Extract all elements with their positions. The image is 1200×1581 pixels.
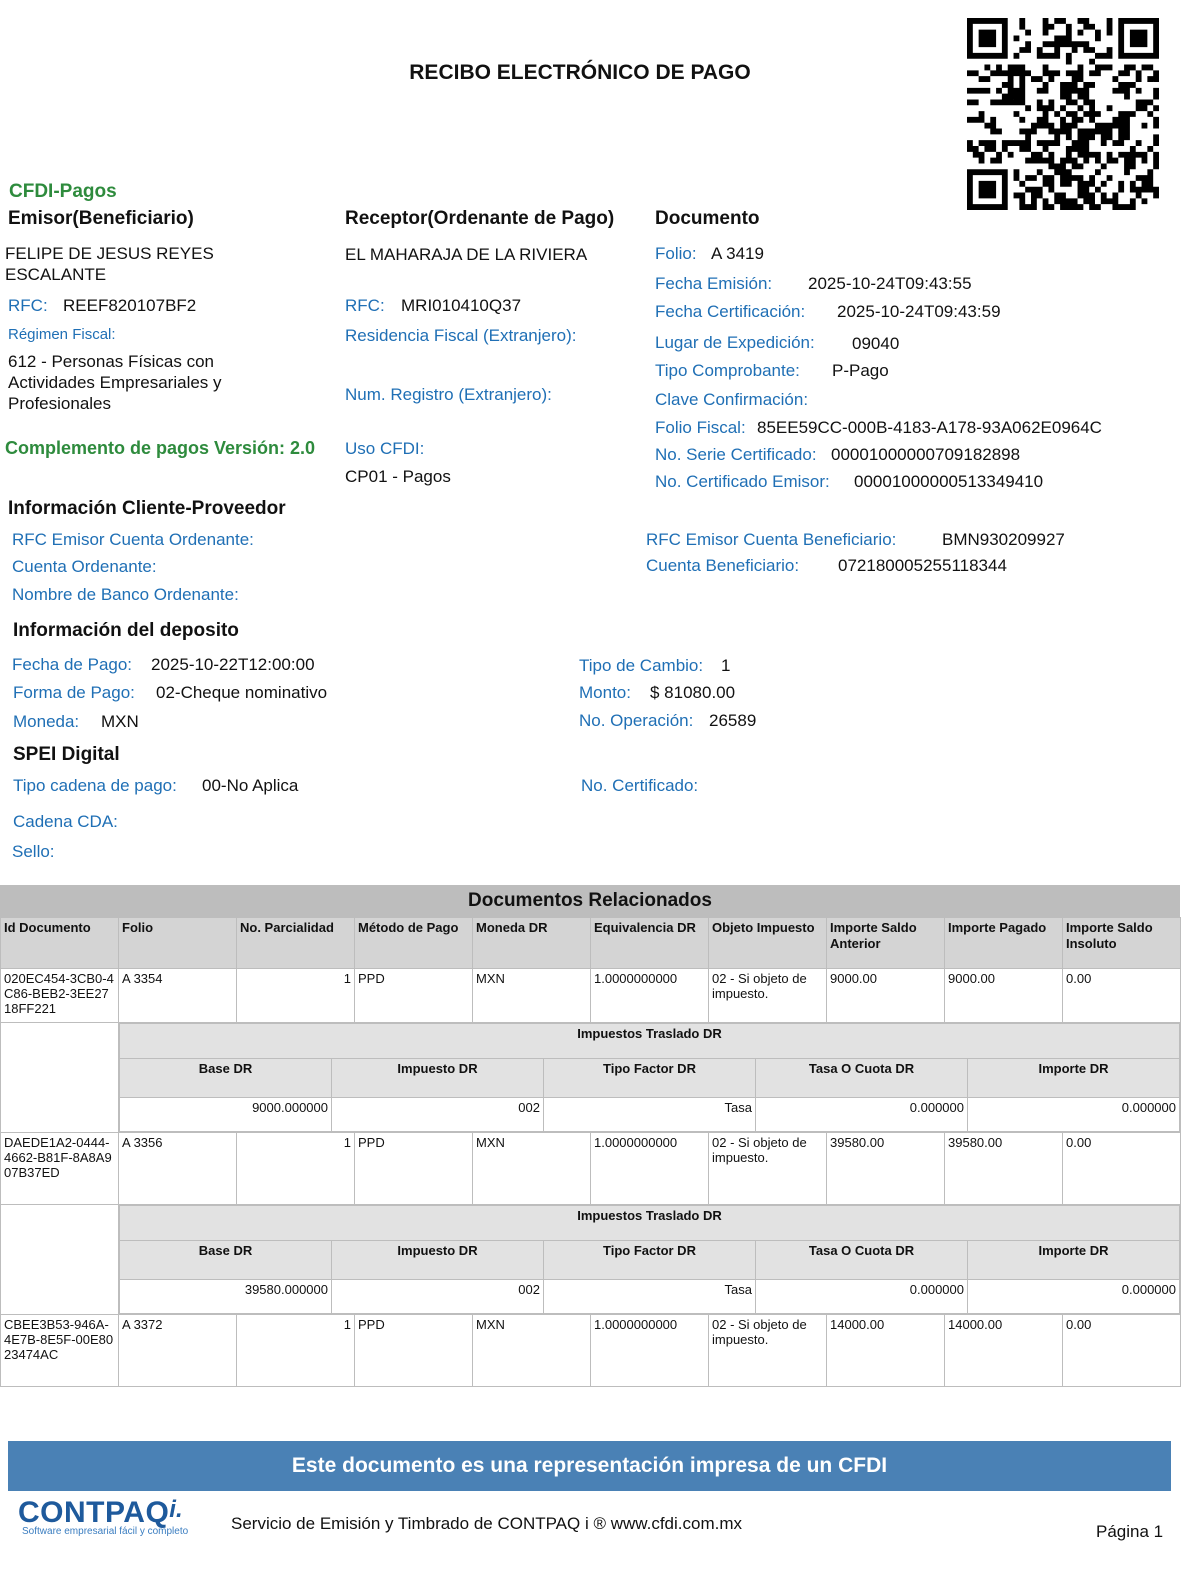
- page-title: RECIBO ELECTRÓNICO DE PAGO: [409, 61, 751, 84]
- moneda-cell: MXN: [473, 969, 591, 1023]
- impuestos-cell: [119, 1205, 1181, 1315]
- receptor-heading: Receptor(Ordenante de Pago): [345, 208, 615, 229]
- logo-suffix: i.: [169, 1496, 183, 1523]
- tipo-factor-dr: Tasa: [544, 1280, 756, 1314]
- col-header: Objeto Impuesto: [709, 918, 827, 969]
- emisor-heading: Emisor(Beneficiario): [8, 208, 194, 229]
- insoluto-cell: 0.00: [1063, 1315, 1181, 1387]
- tasa-dr: 0.000000: [756, 1098, 968, 1132]
- folio-fiscal-label: Folio Fiscal:: [655, 418, 746, 437]
- col-header: Importe Saldo Anterior: [827, 918, 945, 969]
- logo-tagline: Software empresarial fácil y completo: [22, 1526, 189, 1537]
- clave-label: Clave Confirmación:: [655, 390, 809, 409]
- sub-header: Importe DR: [968, 1241, 1180, 1280]
- sello-label: Sello:: [12, 842, 55, 861]
- monto-value: $ 81080.00: [650, 683, 736, 702]
- cliente-proveedor-heading: Información Cliente-Proveedor: [8, 498, 286, 519]
- service-text: Servicio de Emisión y Timbrado de CONTPAQ i ® www.cfdi.com.mx: [231, 1514, 743, 1533]
- objeto-cell: 02 - Si objeto de impuesto.: [709, 1133, 827, 1205]
- logo-text: CONTPAQ: [18, 1496, 170, 1529]
- emisor-regimen-2: Actividades Empresariales y: [8, 373, 222, 392]
- col-header: Importe Saldo Insoluto: [1063, 918, 1181, 969]
- operacion-label: No. Operación:: [579, 711, 694, 730]
- documento-heading: Documento: [655, 208, 760, 229]
- tipo-cambio-label: Tipo de Cambio:: [579, 656, 704, 675]
- receptor-rfc-label: RFC:: [345, 296, 385, 315]
- complemento-version: Complemento de pagos Versión: 2.0: [5, 438, 316, 458]
- table-row: [1, 1315, 1181, 1387]
- folio-fiscal-value: 85EE59CC-000B-4183-A178-93A062E0964C: [757, 418, 1102, 437]
- table-row: [1, 969, 1181, 1023]
- emisor-regimen-1: 612 - Personas Físicas con: [8, 352, 214, 371]
- tipo-value: P-Pago: [832, 361, 889, 380]
- metodo-cell: PPD: [355, 1315, 473, 1387]
- banco-ordenante-label: Nombre de Banco Ordenante:: [12, 585, 239, 604]
- receptor-uso-label: Uso CFDI:: [345, 439, 425, 458]
- moneda-cell: MXN: [473, 1133, 591, 1205]
- sub-header: Importe DR: [968, 1059, 1180, 1098]
- objeto-cell: 02 - Si objeto de impuesto.: [709, 1315, 827, 1387]
- saldo-anterior-cell: 14000.00: [827, 1315, 945, 1387]
- saldo-anterior-cell: 9000.00: [827, 969, 945, 1023]
- tipo-cambio-value: 1: [721, 656, 731, 675]
- receptor-uso-value: CP01 - Pagos: [345, 467, 451, 486]
- contpaq-logo: [18, 1496, 188, 1537]
- emisor-rfc-label: RFC:: [8, 296, 48, 315]
- fecha-emision-label: Fecha Emisión:: [655, 274, 773, 293]
- qr-code-icon: [967, 18, 1159, 210]
- lugar-label: Lugar de Expedición:: [655, 333, 815, 352]
- serie-cert-value: 00001000000709182898: [831, 445, 1021, 464]
- emisor-name-2: ESCALANTE: [5, 265, 107, 284]
- col-header: Id Documento: [1, 918, 119, 969]
- parcialidad-cell: 1: [237, 969, 355, 1023]
- id-documento: 020EC454-3CB0-4C86-BEB2-3EE2718FF221: [1, 969, 119, 1023]
- emisor-regimen-3: Profesionales: [8, 394, 112, 413]
- pagado-cell: 14000.00: [945, 1315, 1063, 1387]
- impuestos-title: Impuestos Traslado DR: [120, 1206, 1180, 1241]
- cadena-cda-label: Cadena CDA:: [13, 812, 118, 831]
- id-documento: DAEDE1A2-0444-4662-B81F-8A8A907B37ED: [1, 1133, 119, 1205]
- col-header: Importe Pagado: [945, 918, 1063, 969]
- col-header: Folio: [119, 918, 237, 969]
- moneda-label: Moneda:: [13, 712, 80, 731]
- impuesto-dr: 002: [332, 1280, 544, 1314]
- table-row: [1, 1023, 1181, 1133]
- importe-dr: 0.000000: [968, 1098, 1180, 1132]
- monto-label: Monto:: [579, 683, 631, 702]
- tipo-factor-dr: Tasa: [544, 1098, 756, 1132]
- sub-header: Impuesto DR: [332, 1059, 544, 1098]
- serie-cert-label: No. Serie Certificado:: [655, 445, 817, 464]
- emisor-regimen-label: Régimen Fiscal:: [8, 326, 116, 343]
- moneda-value: MXN: [101, 712, 139, 731]
- sub-header: Impuesto DR: [332, 1241, 544, 1280]
- col-header: No. Parcialidad: [237, 918, 355, 969]
- receptor-registro-label: Num. Registro (Extranjero):: [345, 385, 552, 404]
- table-row: [1, 1133, 1181, 1205]
- deposito-heading: Información del deposito: [13, 620, 239, 641]
- equivalencia-cell: 1.0000000000: [591, 1315, 709, 1387]
- base-dr: 9000.000000: [120, 1098, 332, 1132]
- empty-cell: [1, 1023, 119, 1133]
- cuenta-beneficiario-value: 072180005255118344: [838, 556, 1007, 575]
- sub-header: Tipo Factor DR: [544, 1241, 756, 1280]
- cert-emisor-value: 00001000000513349410: [854, 472, 1044, 491]
- spei-heading: SPEI Digital: [13, 744, 120, 765]
- impuestos-cell: [119, 1023, 1181, 1133]
- receptor-rfc: MRI010410Q37: [401, 296, 522, 315]
- moneda-cell: MXN: [473, 1315, 591, 1387]
- emisor-name-1: FELIPE DE JESUS REYES: [5, 244, 214, 263]
- sub-header: Tasa O Cuota DR: [756, 1059, 968, 1098]
- docs-table-title: Documentos Relacionados: [0, 885, 1180, 917]
- importe-dr: 0.000000: [968, 1280, 1180, 1314]
- sub-header: Base DR: [120, 1241, 332, 1280]
- cert-emisor-label: No. Certificado Emisor:: [655, 472, 830, 491]
- tasa-dr: 0.000000: [756, 1280, 968, 1314]
- receptor-residencia-label: Residencia Fiscal (Extranjero):: [345, 326, 577, 345]
- impuestos-title: Impuestos Traslado DR: [120, 1024, 1180, 1059]
- sub-header: Tipo Factor DR: [544, 1059, 756, 1098]
- impuestos-table: [119, 1023, 1180, 1132]
- tipo-label: Tipo Comprobante:: [655, 361, 800, 380]
- fecha-pago-value: 2025-10-22T12:00:00: [151, 655, 315, 674]
- sub-header: Tasa O Cuota DR: [756, 1241, 968, 1280]
- fecha-cert-value: 2025-10-24T09:43:59: [837, 302, 1001, 321]
- operacion-value: 26589: [709, 711, 757, 730]
- empty-cell: [1, 1205, 119, 1315]
- fecha-pago-label: Fecha de Pago:: [12, 655, 133, 674]
- pagado-cell: 39580.00: [945, 1133, 1063, 1205]
- objeto-cell: 02 - Si objeto de impuesto.: [709, 969, 827, 1023]
- fecha-cert-label: Fecha Certificación:: [655, 302, 806, 321]
- folio-cell: A 3354: [119, 969, 237, 1023]
- forma-pago-label: Forma de Pago:: [13, 683, 135, 702]
- insoluto-cell: 0.00: [1063, 1133, 1181, 1205]
- folio-cell: A 3356: [119, 1133, 237, 1205]
- base-dr: 39580.000000: [120, 1280, 332, 1314]
- col-header: Método de Pago: [355, 918, 473, 969]
- no-cert-label: No. Certificado:: [581, 776, 699, 795]
- impuesto-dr: 002: [332, 1098, 544, 1132]
- impuestos-table: [119, 1205, 1180, 1314]
- emisor-rfc: REEF820107BF2: [63, 296, 197, 315]
- page-number: Página 1: [1096, 1522, 1164, 1541]
- docs-table: [0, 917, 1181, 1387]
- folio-label: Folio:: [655, 244, 697, 263]
- rfc-ordenante-label: RFC Emisor Cuenta Ordenante:: [12, 530, 254, 549]
- equivalencia-cell: 1.0000000000: [591, 969, 709, 1023]
- folio-value: A 3419: [711, 244, 764, 263]
- equivalencia-cell: 1.0000000000: [591, 1133, 709, 1205]
- rfc-beneficiario-value: BMN930209927: [942, 530, 1065, 549]
- cuenta-beneficiario-label: Cuenta Beneficiario:: [646, 556, 800, 575]
- col-header: Equivalencia DR: [591, 918, 709, 969]
- table-row: [1, 1205, 1181, 1315]
- metodo-cell: PPD: [355, 969, 473, 1023]
- sub-header: Base DR: [120, 1059, 332, 1098]
- pagado-cell: 9000.00: [945, 969, 1063, 1023]
- folio-cell: A 3372: [119, 1315, 237, 1387]
- receptor-name: EL MAHARAJA DE LA RIVIERA: [345, 245, 588, 264]
- insoluto-cell: 0.00: [1063, 969, 1181, 1023]
- parcialidad-cell: 1: [237, 1133, 355, 1205]
- lugar-value: 09040: [852, 334, 900, 353]
- saldo-anterior-cell: 39580.00: [827, 1133, 945, 1205]
- col-header: Moneda DR: [473, 918, 591, 969]
- fecha-emision-value: 2025-10-24T09:43:55: [808, 274, 972, 293]
- metodo-cell: PPD: [355, 1133, 473, 1205]
- cfdi-type: CFDI-Pagos: [9, 181, 117, 202]
- cuenta-ordenante-label: Cuenta Ordenante:: [12, 557, 157, 576]
- id-documento: CBEE3B53-946A-4E7B-8E5F-00E8023474AC: [1, 1315, 119, 1387]
- forma-pago-value: 02-Cheque nominativo: [156, 683, 328, 702]
- parcialidad-cell: 1: [237, 1315, 355, 1387]
- tipo-cadena-label: Tipo cadena de pago:: [13, 776, 177, 795]
- tipo-cadena-value: 00-No Aplica: [202, 776, 299, 795]
- cfdi-banner: Este documento es una representación impresa de un CFDI: [8, 1441, 1171, 1491]
- rfc-beneficiario-label: RFC Emisor Cuenta Beneficiario:: [646, 530, 897, 549]
